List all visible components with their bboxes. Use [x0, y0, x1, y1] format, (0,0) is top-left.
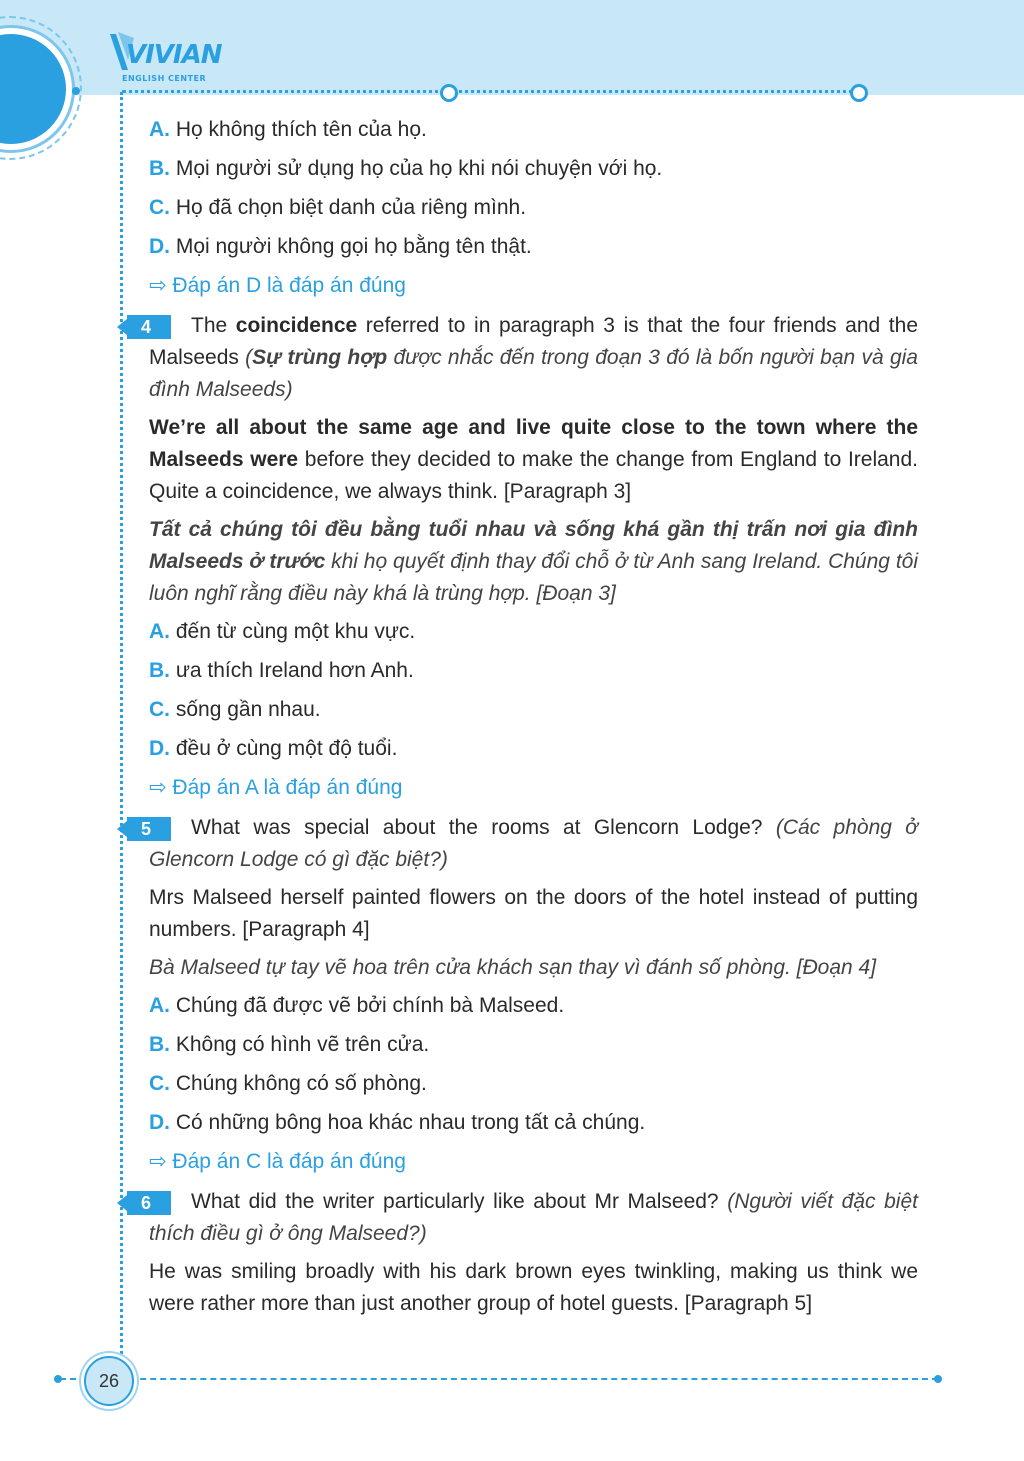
logo-subtitle: ENGLISH CENTER	[122, 74, 207, 83]
top-dotted-line	[122, 90, 860, 93]
option-b: B. Không có hình vẽ trên cửa.	[149, 1033, 430, 1056]
question-6	[141, 1186, 918, 1250]
logo-word: VIVIAN	[126, 40, 222, 70]
question-5	[141, 812, 918, 876]
option-c: C. Chúng không có số phòng.	[149, 1072, 427, 1095]
dot-marker	[54, 1375, 62, 1383]
evidence-paragraph: We’re all about the same age and live quite close to the town where the Malseeds were before they decided to make the change from England to Ireland. Quite a coincidence, we always think. [Paragraph 3]	[149, 416, 918, 503]
option-a: A. Chúng đã được vẽ bởi chính bà Malseed.	[149, 994, 565, 1017]
left-dotted-line	[120, 92, 123, 1360]
option-d: D. Mọi người không gọi họ bằng tên thật.	[149, 235, 532, 258]
ring-marker	[440, 84, 458, 102]
page-content	[141, 114, 919, 1326]
ring-marker	[850, 84, 868, 102]
question-number-badge: 4	[127, 315, 171, 339]
answer-line: ⇨ Đáp án D là đáp án đúng	[149, 274, 406, 297]
question-4	[141, 310, 919, 406]
translation-paragraph: Bà Malseed tự tay vẽ hoa trên cửa khách sạn thay vì đánh số phòng. [Đoạn 4]	[149, 956, 877, 979]
dot-marker	[72, 87, 80, 95]
evidence-paragraph: He was smiling broadly with his dark brown eyes twinkling, making us think we were rather more than just another group of hotel guests. [Paragraph 5]	[149, 1260, 918, 1315]
option-b: B. ưa thích Ireland hơn Anh.	[149, 659, 414, 682]
evidence-paragraph: Mrs Malseed herself painted flowers on the doors of the hotel instead of putting numbers. [Paragraph 4]	[149, 886, 918, 941]
question-number-badge: 5	[127, 817, 171, 841]
translation-paragraph: Tất cả chúng tôi đều bằng tuổi nhau và sống khá gần thị trấn nơi gia đình Malseeds ở trước khi họ quyết định thay đổi chỗ ở từ Anh sang Ireland. Chúng tôi luôn nghĩ rằng điều này khá là trùng hợp. [Đoạn 3]	[149, 518, 918, 605]
option-b: B. Mọi người sử dụng họ của họ khi nói chuyện với họ.	[149, 157, 663, 180]
option-c: C. sống gần nhau.	[149, 698, 321, 721]
footer-dashed-line	[60, 1378, 938, 1380]
question-text: What was special about the rooms at Glencorn Lodge? (Các phòng ở Glencorn Lodge có gì đặc biệt?)	[149, 816, 918, 871]
option-d: D. Có những bông hoa khác nhau trong tất cả chúng.	[149, 1111, 646, 1134]
answer-line: ⇨ Đáp án A là đáp án đúng	[149, 776, 403, 799]
option-c: C. Họ đã chọn biệt danh của riêng mình.	[149, 196, 527, 219]
question-text: The coincidence referred to in paragraph 3 is that the four friends and the Malseeds (Sự trùng hợp được nhắc đến trong đoạn 3 đó là bốn người bạn và gia đình Malseeds)	[149, 314, 919, 401]
logo	[108, 30, 222, 86]
answer-line: ⇨ Đáp án C là đáp án đúng	[149, 1150, 406, 1173]
question-number-badge: 6	[127, 1191, 171, 1215]
dot-marker	[934, 1375, 942, 1383]
option-d: D. đều ở cùng một độ tuổi.	[149, 737, 398, 760]
page-number: 26	[84, 1356, 134, 1406]
option-a: A. đến từ cùng một khu vực.	[149, 620, 416, 643]
question-text: What did the writer particularly like about Mr Malseed? (Người viết đặc biệt thích điều gì ở ông Malseed?)	[149, 1190, 918, 1245]
option-a: A. Họ không thích tên của họ.	[149, 118, 427, 141]
